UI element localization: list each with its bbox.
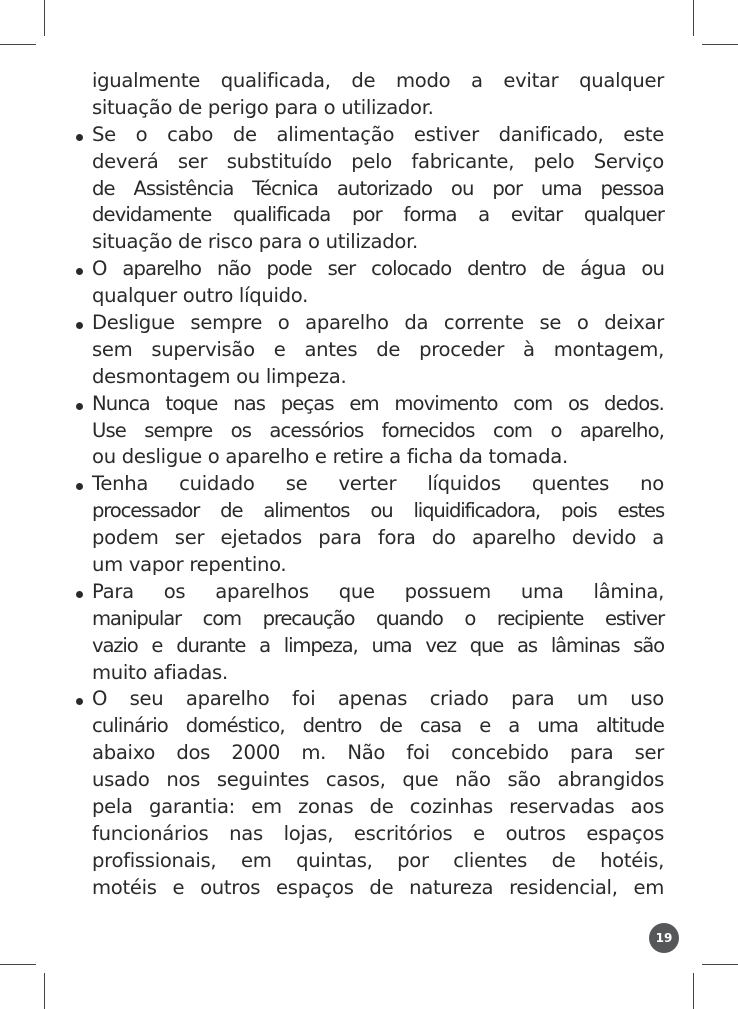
line-text: Tenha cuidado se verter líquidos quentes no <box>92 472 664 496</box>
line-text: processador de alimentos ou liquidificadora, pois estes <box>92 499 664 523</box>
line-text: vazio e durante a limpeza, uma vez que as lâminas são <box>92 633 664 657</box>
text-line <box>75 552 664 579</box>
bullet-item-line <box>75 579 664 606</box>
text-line <box>75 498 664 525</box>
text-line <box>75 713 664 740</box>
line-text: profissionais, em quintas, por clientes de hotéis, <box>92 848 664 872</box>
line-text: ou desligue o aparelho e retire a ficha da tomada. <box>92 445 568 469</box>
bullet-item-line <box>75 471 664 498</box>
line-text: de Assistência Técnica autorizado ou por uma pessoa <box>92 176 664 200</box>
text-line <box>75 848 664 875</box>
line-text: culinário doméstico, dentro de casa e a uma altitude <box>92 714 664 738</box>
bullet-icon <box>75 122 89 149</box>
text-line <box>75 525 664 552</box>
bullet-icon <box>75 686 89 713</box>
line-text: igualmente qualificada, de modo a evitar qualquer <box>92 69 664 92</box>
crop-mark-top-right-vertical <box>693 0 694 36</box>
text-line <box>75 149 664 176</box>
bullet-item-line <box>75 391 664 418</box>
line-text: sem supervisão e antes de proceder à montagem, <box>92 337 664 361</box>
crop-mark-top-left-horizontal <box>0 44 36 45</box>
line-text: usado nos seguintes casos, que não são abrangidos <box>92 768 664 792</box>
text-line <box>75 68 664 95</box>
line-text: situação de risco para o utilizador. <box>92 230 418 254</box>
line-text: Use sempre os acessórios fornecidos com o aparelho, <box>92 418 664 442</box>
bullet-icon <box>75 256 89 283</box>
line-text: um vapor repentino. <box>92 553 287 577</box>
line-text: deverá ser substituído pelo fabricante, pelo Serviço <box>92 149 664 173</box>
text-line <box>75 229 664 256</box>
line-text: motéis e outros espaços de natureza residencial, em <box>92 875 664 899</box>
line-text: Se o cabo de alimentação estiver danificado, este <box>92 122 664 146</box>
line-text: manipular com precaução quando o recipiente estiver <box>92 606 664 630</box>
crop-mark-bottom-right-horizontal <box>702 964 738 965</box>
crop-mark-top-left-vertical <box>44 0 45 36</box>
text-line <box>75 176 664 203</box>
text-line <box>75 444 664 471</box>
text-line <box>75 740 664 767</box>
safety-instructions-text <box>75 68 664 902</box>
line-text: pela garantia: em zonas de cozinhas reservadas aos <box>92 795 664 819</box>
bullet-item-line <box>75 122 664 149</box>
text-line <box>75 660 664 687</box>
text-line <box>75 283 664 310</box>
text-line <box>75 821 664 848</box>
line-text: Desligue sempre o aparelho da corrente se o deixar <box>92 311 664 335</box>
line-text: podem ser ejetados para fora do aparelho devido a <box>92 526 664 550</box>
crop-mark-top-right-horizontal <box>702 44 738 45</box>
crop-mark-bottom-left-vertical <box>44 973 45 1009</box>
line-text: Para os aparelhos que possuem uma lâmina, <box>92 579 664 603</box>
line-text: devidamente qualificada por forma a evitar qualquer <box>92 203 664 227</box>
line-text: desmontagem ou limpeza. <box>92 364 347 388</box>
text-line <box>75 95 664 122</box>
line-text: funcionários nas lojas, escritórios e outros espaços <box>92 821 664 845</box>
line-text: abaixo dos 2000 m. Não foi concebido para ser <box>92 741 664 765</box>
text-line <box>75 364 664 391</box>
line-text: O aparelho não pode ser colocado dentro de água ou <box>92 257 664 281</box>
crop-mark-bottom-right-vertical <box>693 973 694 1009</box>
text-line <box>75 633 664 660</box>
page-number-badge: 19 <box>649 923 679 953</box>
bullet-item-line <box>75 686 664 713</box>
bullet-item-line <box>75 256 664 283</box>
bullet-icon <box>75 471 89 498</box>
bullet-icon <box>75 310 89 337</box>
crop-mark-bottom-left-horizontal <box>0 964 36 965</box>
line-text: Nunca toque nas peças em movimento com os dedos. <box>92 391 664 415</box>
text-line <box>75 202 664 229</box>
text-line <box>75 767 664 794</box>
line-text: O seu aparelho foi apenas criado para um uso <box>92 687 664 711</box>
text-line <box>75 794 664 821</box>
text-line <box>75 875 664 902</box>
bullet-item-line <box>75 310 664 337</box>
bullet-icon <box>75 579 89 606</box>
line-text: situação de perigo para o utilizador. <box>92 95 434 119</box>
bullet-icon <box>75 391 89 418</box>
line-text: qualquer outro líquido. <box>92 284 309 308</box>
text-line <box>75 337 664 364</box>
text-line <box>75 606 664 633</box>
text-line <box>75 418 664 445</box>
line-text: muito afiadas. <box>92 660 228 684</box>
